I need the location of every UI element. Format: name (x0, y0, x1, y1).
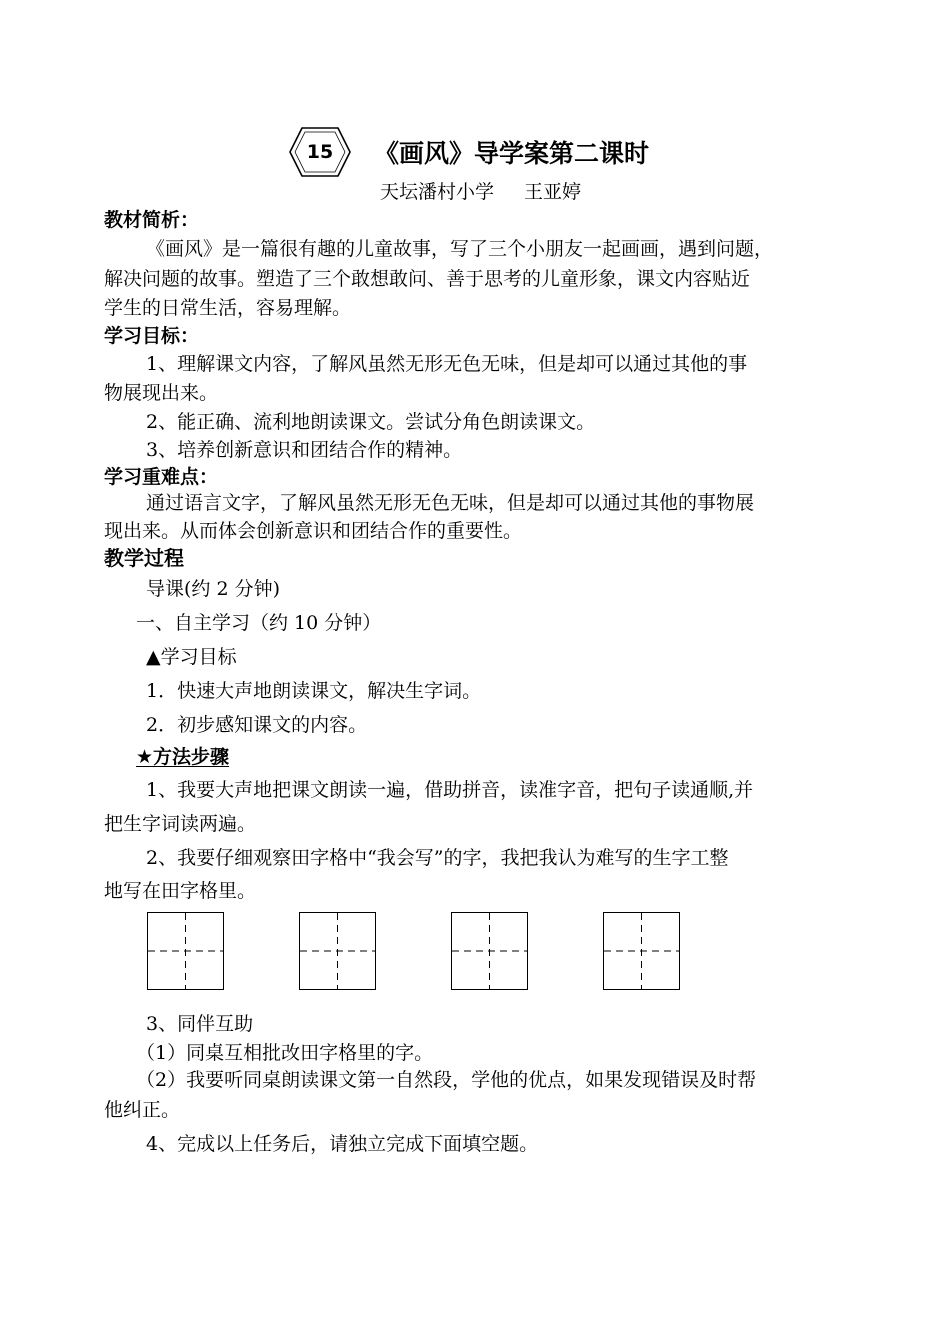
analysis-line-1: 《画风》是一篇很有趣的儿童故事，写了三个小朋友一起画画，遇到问题， (146, 238, 774, 260)
step-3-item-1: （1）同桌互相批改田字格里的字。 (136, 1042, 434, 1064)
step-3-item-2-cont: 他纠正。 (104, 1099, 181, 1121)
tianzige-grid (299, 912, 376, 990)
step-1-line-2: 把生字词读两遍。 (104, 813, 257, 835)
goal-label: ▲学习目标 (146, 646, 237, 668)
author-name: 王亚婷 (524, 181, 582, 203)
step-3: 3、同伴互助 (146, 1013, 254, 1035)
step-2-line-2: 地写在田字格里。 (104, 880, 257, 902)
tianzige-grid (147, 912, 224, 990)
key-points-line-2: 现出来。从而体会创新意识和团结合作的重要性。 (104, 520, 523, 542)
goal-item-1: 1．快速大声地朗读课文，解决生字词。 (146, 680, 482, 702)
analysis-heading: 教材简析： (104, 209, 200, 231)
tianzige-grid (451, 912, 528, 990)
process-part-1: 一、自主学习（约 10 分钟） (136, 612, 382, 634)
key-points-line-1: 通过语言文字，了解风虽然无形无色无味，但是却可以通过其他的事物展 (146, 492, 755, 514)
goals-line-3: 2、能正确、流利地朗读课文。尝试分角色朗读课文。 (146, 411, 596, 433)
goals-line-4: 3、培养创新意识和团结合作的精神。 (146, 439, 463, 461)
goals-heading: 学习目标： (104, 325, 200, 347)
goals-line-2: 物展现出来。 (104, 382, 219, 404)
step-2-line-1: 2、我要仔细观察田字格中“我会写”的字，我把我认为难写的生字工整 (146, 847, 729, 869)
page-title: 《画风》导学案第二课时 (374, 139, 650, 168)
step-3-item-2: （2）我要听同桌朗读课文第一自然段，学他的优点，如果发现错误及时帮 (136, 1069, 757, 1091)
method-label: ★方法步骤 (136, 746, 230, 768)
key-points-heading: 学习重难点： (104, 466, 219, 488)
step-1-line-1: 1、我要大声地把课文朗读一遍，借助拼音，读准字音，把句子读通顺,并 (146, 779, 754, 801)
school-name: 天坛潘村小学 (380, 181, 495, 203)
step-4: 4、完成以上任务后，请独立完成下面填空题。 (146, 1133, 539, 1155)
process-intro: 导课(约 2 分钟) (146, 578, 280, 600)
process-heading: 教学过程 (104, 546, 184, 570)
lesson-number: 15 (306, 141, 334, 163)
analysis-line-2: 解决问题的故事。塑造了三个敢想敢问、善于思考的儿童形象，课文内容贴近 (104, 268, 751, 290)
goal-item-2: 2．初步感知课文的内容。 (146, 714, 368, 736)
goals-line-1: 1、理解课文内容，了解风虽然无形无色无味，但是却可以通过其他的事 (146, 353, 748, 375)
tianzige-grid (603, 912, 680, 990)
analysis-line-3: 学生的日常生活，容易理解。 (104, 297, 352, 319)
